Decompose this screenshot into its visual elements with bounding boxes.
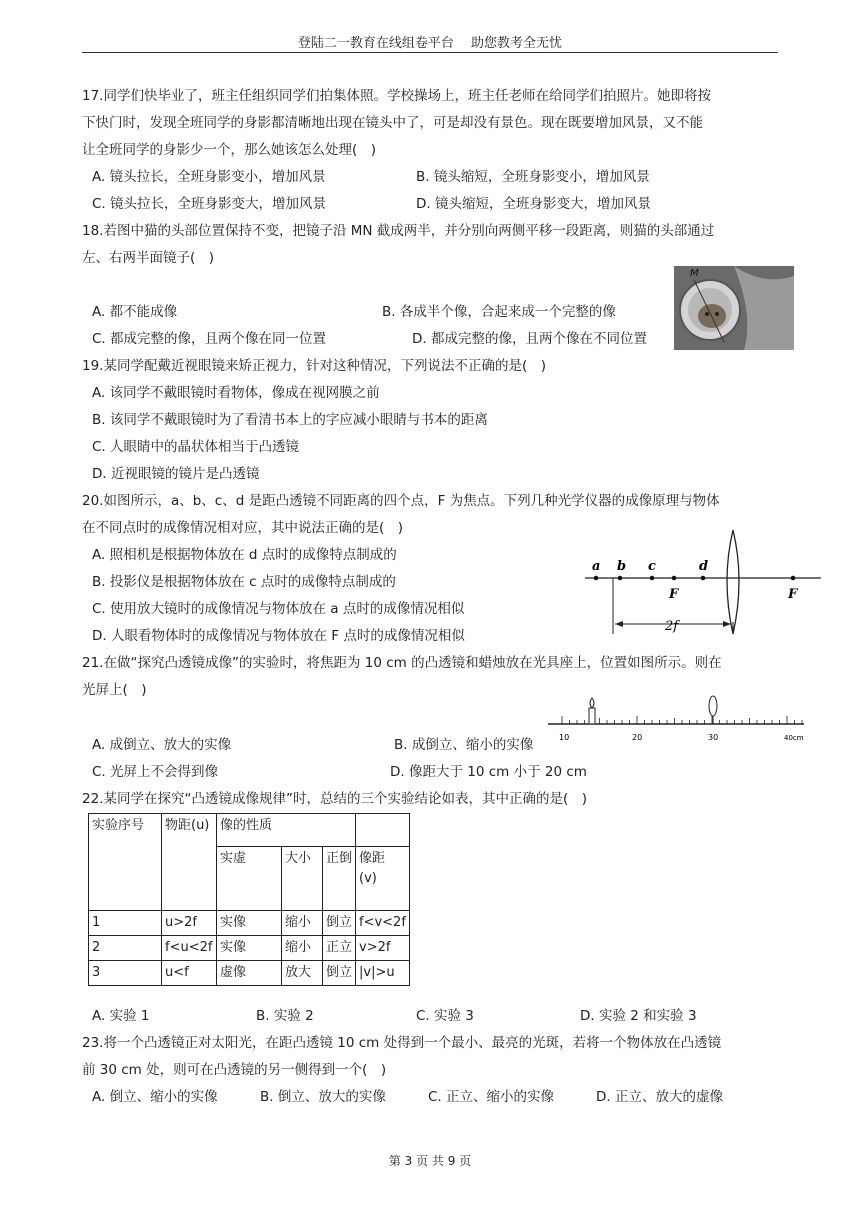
page-header: 登陆二一教育在线组卷平台 助您教考全无忧	[297, 36, 563, 51]
q20-option-d: D. 人眼看物体时的成像情况与物体放在 F 点时的成像情况相似	[92, 628, 465, 644]
header-orient: 正倒	[323, 847, 356, 911]
q19-option-a: A. 该同学不戴眼镜时看物体，像成在视网膜之前	[92, 385, 380, 401]
q17-option-b: B. 镜头缩短，全班身影变小，增加风景	[416, 169, 650, 185]
candle	[589, 708, 595, 724]
q17-option-a: A. 镜头拉长，全班身影变小，增加风景	[92, 169, 326, 185]
q20-option-a: A. 照相机是根据物体放在 d 点时的成像特点制成的	[92, 547, 397, 563]
q19-option-b: B. 该同学不戴眼镜时为了看清书本上的字应减小眼睛与书本的距离	[92, 412, 488, 428]
q23-option-d: D. 正立、放大的虚像	[596, 1089, 723, 1105]
header-real: 实虚	[217, 847, 282, 911]
header-seq: 实验序号	[89, 814, 162, 911]
q22-stem: 22.某同学在探究“凸透镜成像规律”时，总结的三个实验结论如表，其中正确的是( )	[82, 791, 587, 807]
q23-stem-line2: 前 30 cm 处，则可在凸透镜的另一侧得到一个( )	[82, 1062, 387, 1078]
ruler-label-10: 10	[559, 733, 570, 742]
q17-stem-line3: 让全班同学的身影少一个，那么她该怎么处理( )	[82, 142, 377, 158]
lens-axis-diagram	[585, 528, 825, 640]
q21-option-d: D. 像距大于 10 cm 小于 20 cm	[390, 764, 587, 780]
ruler-label-20: 20	[632, 733, 643, 742]
q20-option-c: C. 使用放大镜时的成像情况与物体放在 a 点时的成像情况相似	[92, 601, 465, 617]
q17-option-d: D. 镜头缩短，全班身影变大，增加风景	[416, 196, 651, 212]
q23-stem-line1: 23.将一个凸透镜正对太阳光，在距凸透镜 10 cm 处得到一个最小、最亮的光斑，若将一个物体放在凸透镜	[82, 1035, 722, 1051]
q23-option-b: B. 倒立、放大的实像	[260, 1089, 386, 1105]
q22-option-d: D. 实验 2 和实验 3	[580, 1008, 697, 1024]
convex-lens	[727, 530, 739, 634]
header-nature: 像的性质	[217, 814, 356, 847]
point-c	[650, 576, 655, 581]
label-f-right: F	[788, 587, 798, 602]
q18-stem-line2: 左、右两半面镜子( )	[82, 250, 215, 266]
q21-option-a: A. 成倒立、放大的实像	[92, 737, 232, 753]
mirror-label-m: M	[690, 268, 699, 279]
cat-mirror-photo	[674, 266, 794, 350]
q23-option-c: C. 正立、缩小的实像	[428, 1089, 555, 1105]
q18-option-b: B. 各成半个像，合起来成一个完整的像	[382, 304, 616, 320]
q20-option-b: B. 投影仪是根据物体放在 c 点时的成像特点制成的	[92, 574, 396, 590]
label-d: d	[699, 559, 709, 574]
q22-option-c: C. 实验 3	[416, 1008, 474, 1024]
experiment-table	[88, 813, 410, 986]
q21-stem-line2: 光屏上( )	[82, 682, 147, 698]
q20-stem-line1: 20.如图所示，a、b、c、d 是距凸透镜不同距离的四个点，F 为焦点。下列几种光学仪器的成像原理与物体	[82, 493, 720, 509]
table-row: 2 f<u<2f 实像 缩小 正立 v>2f	[89, 936, 410, 961]
label-2f: 2f	[665, 619, 679, 634]
q18-option-d: D. 都成完整的像，且两个像在不同位置	[412, 331, 647, 347]
q20-stem-line2: 在不同点时的成像情况相对应，其中说法正确的是( )	[82, 520, 404, 536]
point-b	[618, 576, 623, 581]
q23-option-a: A. 倒立、缩小的实像	[92, 1089, 218, 1105]
header-v: 像距 (v)	[356, 847, 410, 911]
label-f-left: F	[669, 587, 679, 602]
q21-option-b: B. 成倒立、缩小的实像	[394, 737, 534, 753]
q17-stem-line1: 17.同学们快毕业了，班主任组织同学们拍集体照。学校操场上，班主任老师在给同学们拍照片。她即将按	[82, 88, 711, 104]
q17-option-c: C. 镜头拉长，全班身影变大，增加风景	[92, 196, 327, 212]
point-f-right	[791, 576, 796, 581]
label-a: a	[592, 559, 601, 574]
candle-flame	[590, 698, 594, 708]
q19-option-d: D. 近视眼镜的镜片是凸透镜	[92, 466, 260, 482]
point-a	[594, 576, 599, 581]
q22-option-a: A. 实验 1	[92, 1008, 150, 1024]
ruler-label-30: 30	[708, 733, 719, 742]
point-d	[701, 576, 706, 581]
q17-stem-line2: 下快门时，发现全班同学的身影都清晰地出现在镜头中了，可是却没有景色。现在既要增加风景，又不能	[82, 115, 703, 131]
ruler-label-40: 40cm	[784, 734, 804, 742]
table-row: 1 u>2f 实像 缩小 倒立 f<v<2f	[89, 911, 410, 936]
q18-option-c: C. 都成完整的像，且两个像在同一位置	[92, 331, 327, 347]
label-b: b	[617, 559, 627, 574]
page-footer: 第 3 页 共 9 页	[388, 1154, 472, 1168]
q19-stem: 19.某同学配戴近视眼镜来矫正视力，针对这种情况，下列说法不正确的是( )	[82, 358, 547, 374]
q19-option-c: C. 人眼睛中的晶状体相当于凸透镜	[92, 439, 300, 455]
label-c: c	[648, 559, 656, 574]
table-row: 3 u<f 虚像 放大 倒立 |v|>u	[89, 961, 410, 986]
header-size: 大小	[282, 847, 323, 911]
q18-option-a: A. 都不能成像	[92, 304, 178, 320]
q18-stem-line1: 18.若图中猫的头部位置保持不变，把镜子沿 MN 截成两半，并分别向两侧平移一段距离，则猫的头部通过	[82, 223, 715, 239]
header-u: 物距(u)	[162, 814, 217, 911]
q21-stem-line1: 21.在做“探究凸透镜成像”的实验时，将焦距为 10 cm 的凸透镜和蜡烛放在光具座上，位置如图所示。则在	[82, 655, 722, 671]
bench-lens	[709, 696, 717, 716]
header-divider	[82, 52, 778, 53]
point-f-left	[672, 576, 677, 581]
q21-option-c: C. 光屏上不会得到像	[92, 764, 219, 780]
optical-bench-diagram	[548, 690, 810, 746]
q22-option-b: B. 实验 2	[256, 1008, 314, 1024]
